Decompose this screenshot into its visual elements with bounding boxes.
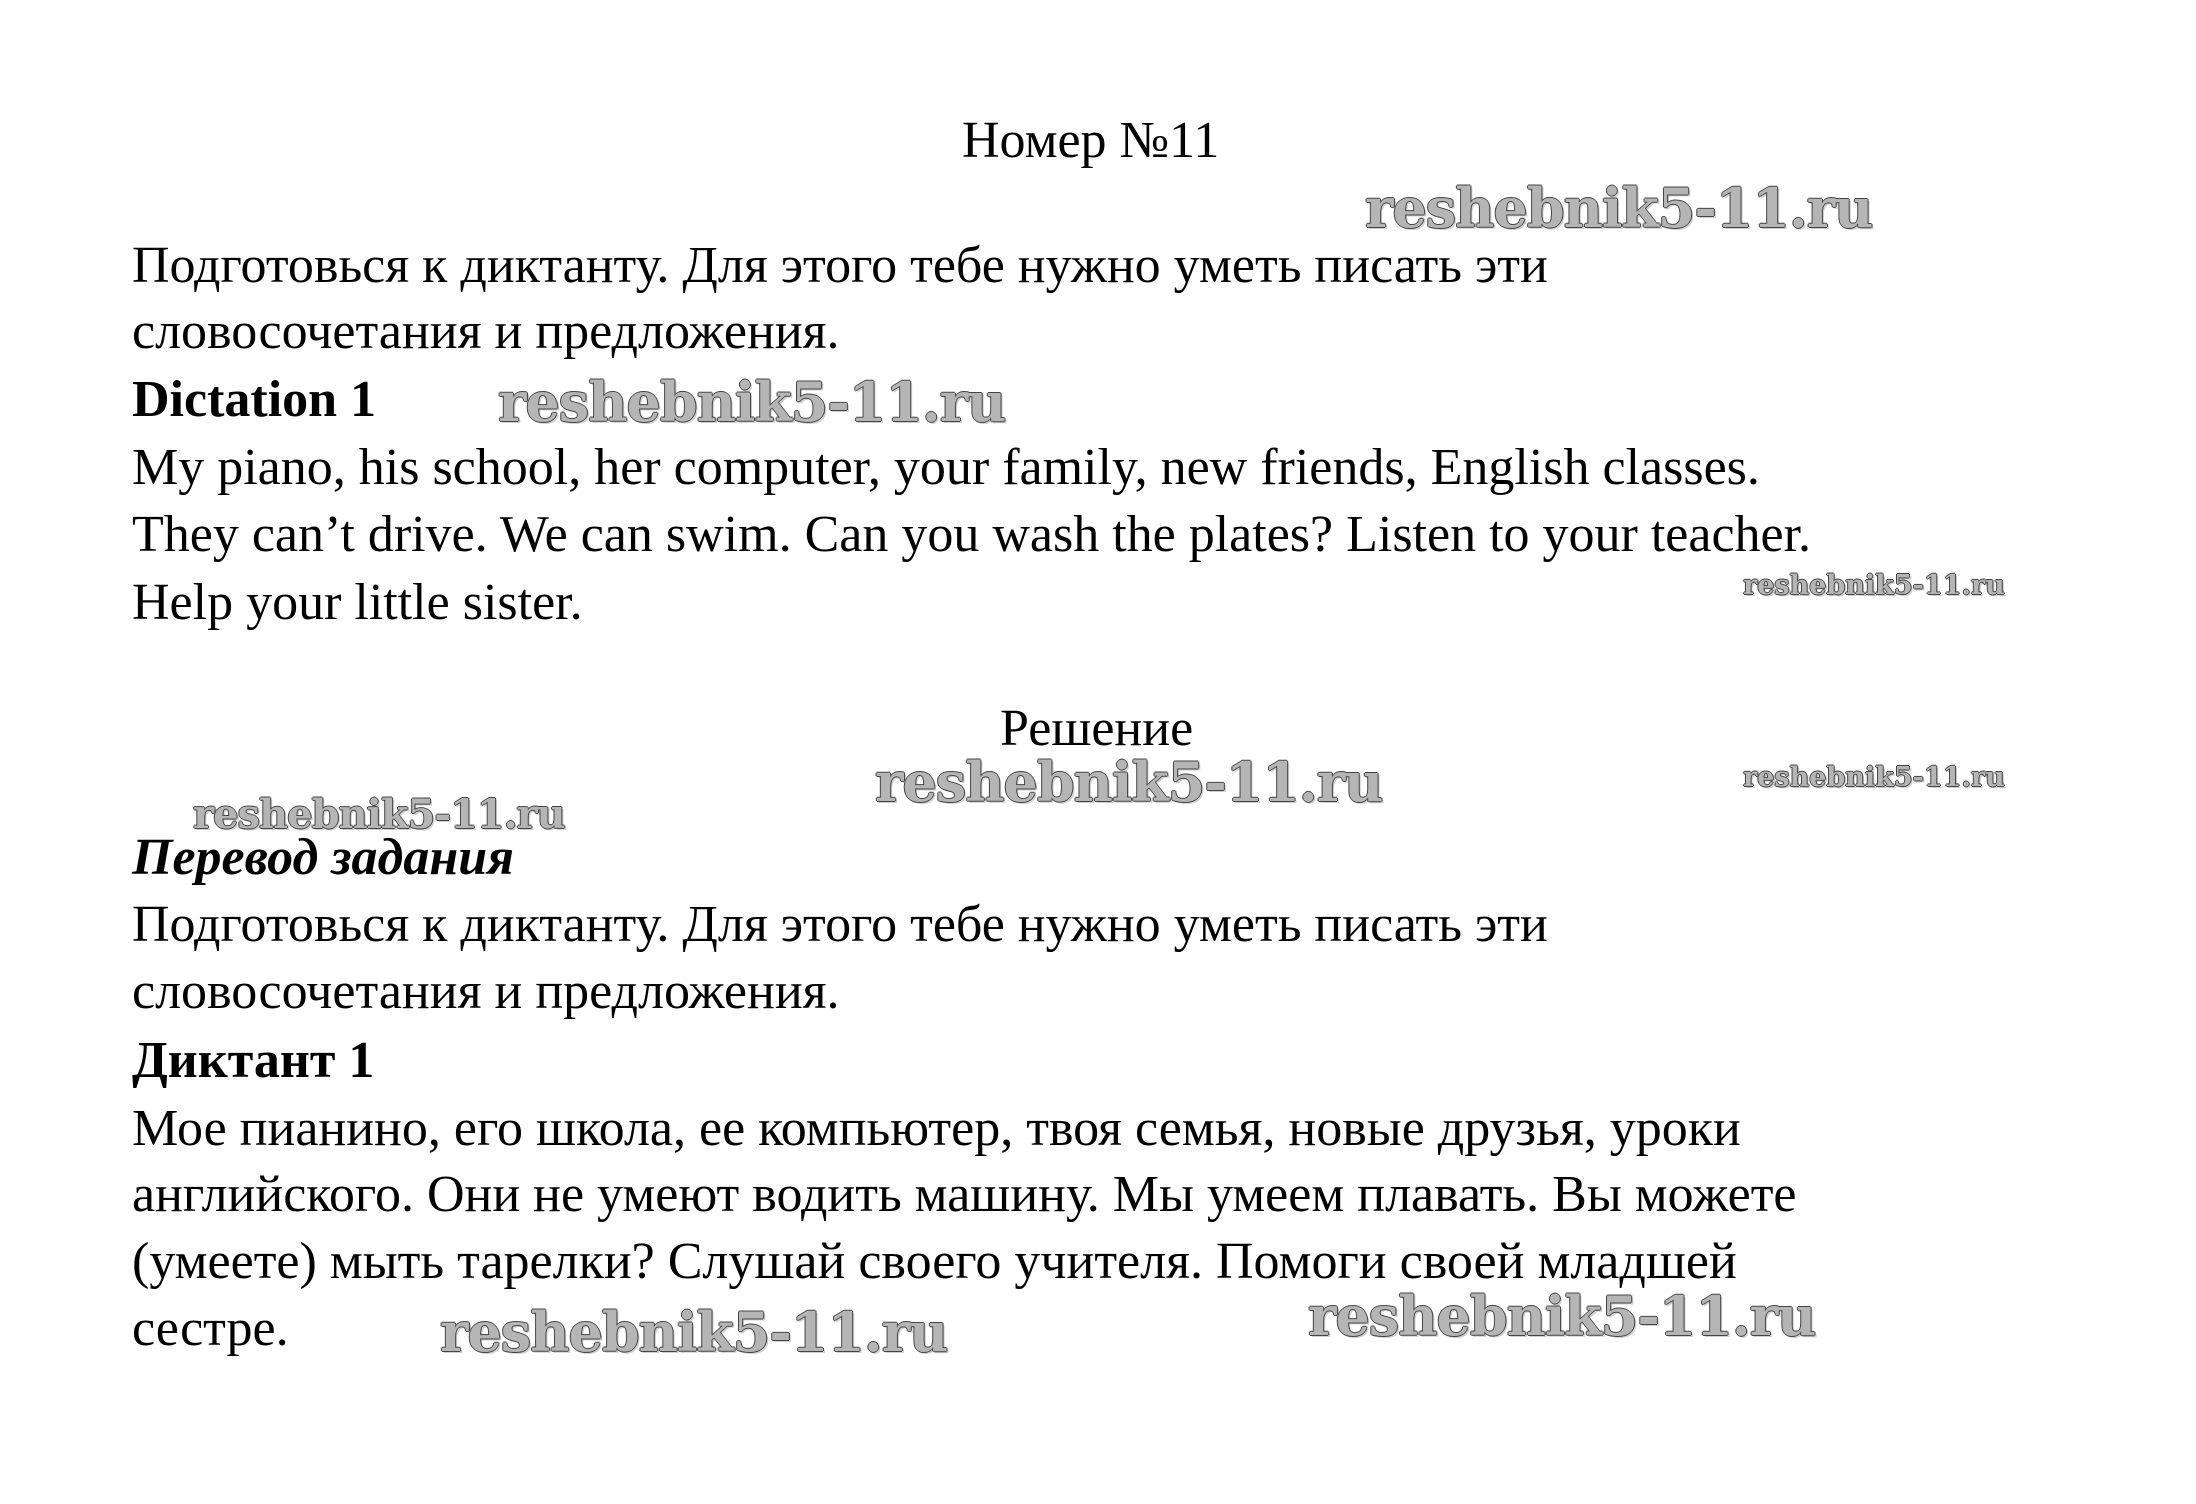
solution-heading: Решение [1000,700,1194,757]
translated-dictation-title: Диктант 1 [132,1032,375,1089]
dictation-text-line-2: They can’t drive. We can swim. Can you wash the plates? Listen to your teacher. [132,506,1812,563]
watermark: reshebnik5-11.ru [1365,176,1873,240]
translated-text-line-1: Мое пианино, его школа, ее компьютер, твоя семья, новые друзья, уроки [132,1100,1741,1157]
watermark: reshebnik5-11.ru [875,750,1383,814]
watermark: reshebnik5-11.ru [440,1300,948,1364]
watermark: reshebnik5-11.ru [1743,570,2005,601]
translation-line-1: Подготовься к диктанту. Для этого тебе нужно уметь писать эти [132,896,1548,953]
translation-line-2: словосочетания и предложения. [132,963,840,1020]
translated-text-line-2: английского. Они не умеют водить машину. Мы умеем плавать. Вы можете [132,1166,1797,1223]
dictation-text-line-1: My piano, his school, her computer, your family, new friends, English classes. [132,439,1760,496]
page-title: Номер №11 [962,112,1220,169]
dictation-title: Dictation 1 [132,371,377,428]
watermark: reshebnik5-11.ru [193,791,565,838]
task-instruction-line-1: Подготовься к диктанту. Для этого тебе нужно уметь писать эти [132,237,1548,294]
translated-text-line-4: сестре. [132,1300,289,1357]
task-instruction-line-2: словосочетания и предложения. [132,303,840,360]
dictation-text-line-3: Help your little sister. [132,574,583,631]
translated-text-line-3: (умеете) мыть тарелки? Слушай своего учителя. Помоги своей младшей [132,1233,1737,1290]
watermark: reshebnik5-11.ru [1308,1284,1816,1348]
translation-title: Перевод задания [132,829,514,886]
watermark: reshebnik5-11.ru [1743,762,2005,793]
watermark: reshebnik5-11.ru [498,370,1006,434]
